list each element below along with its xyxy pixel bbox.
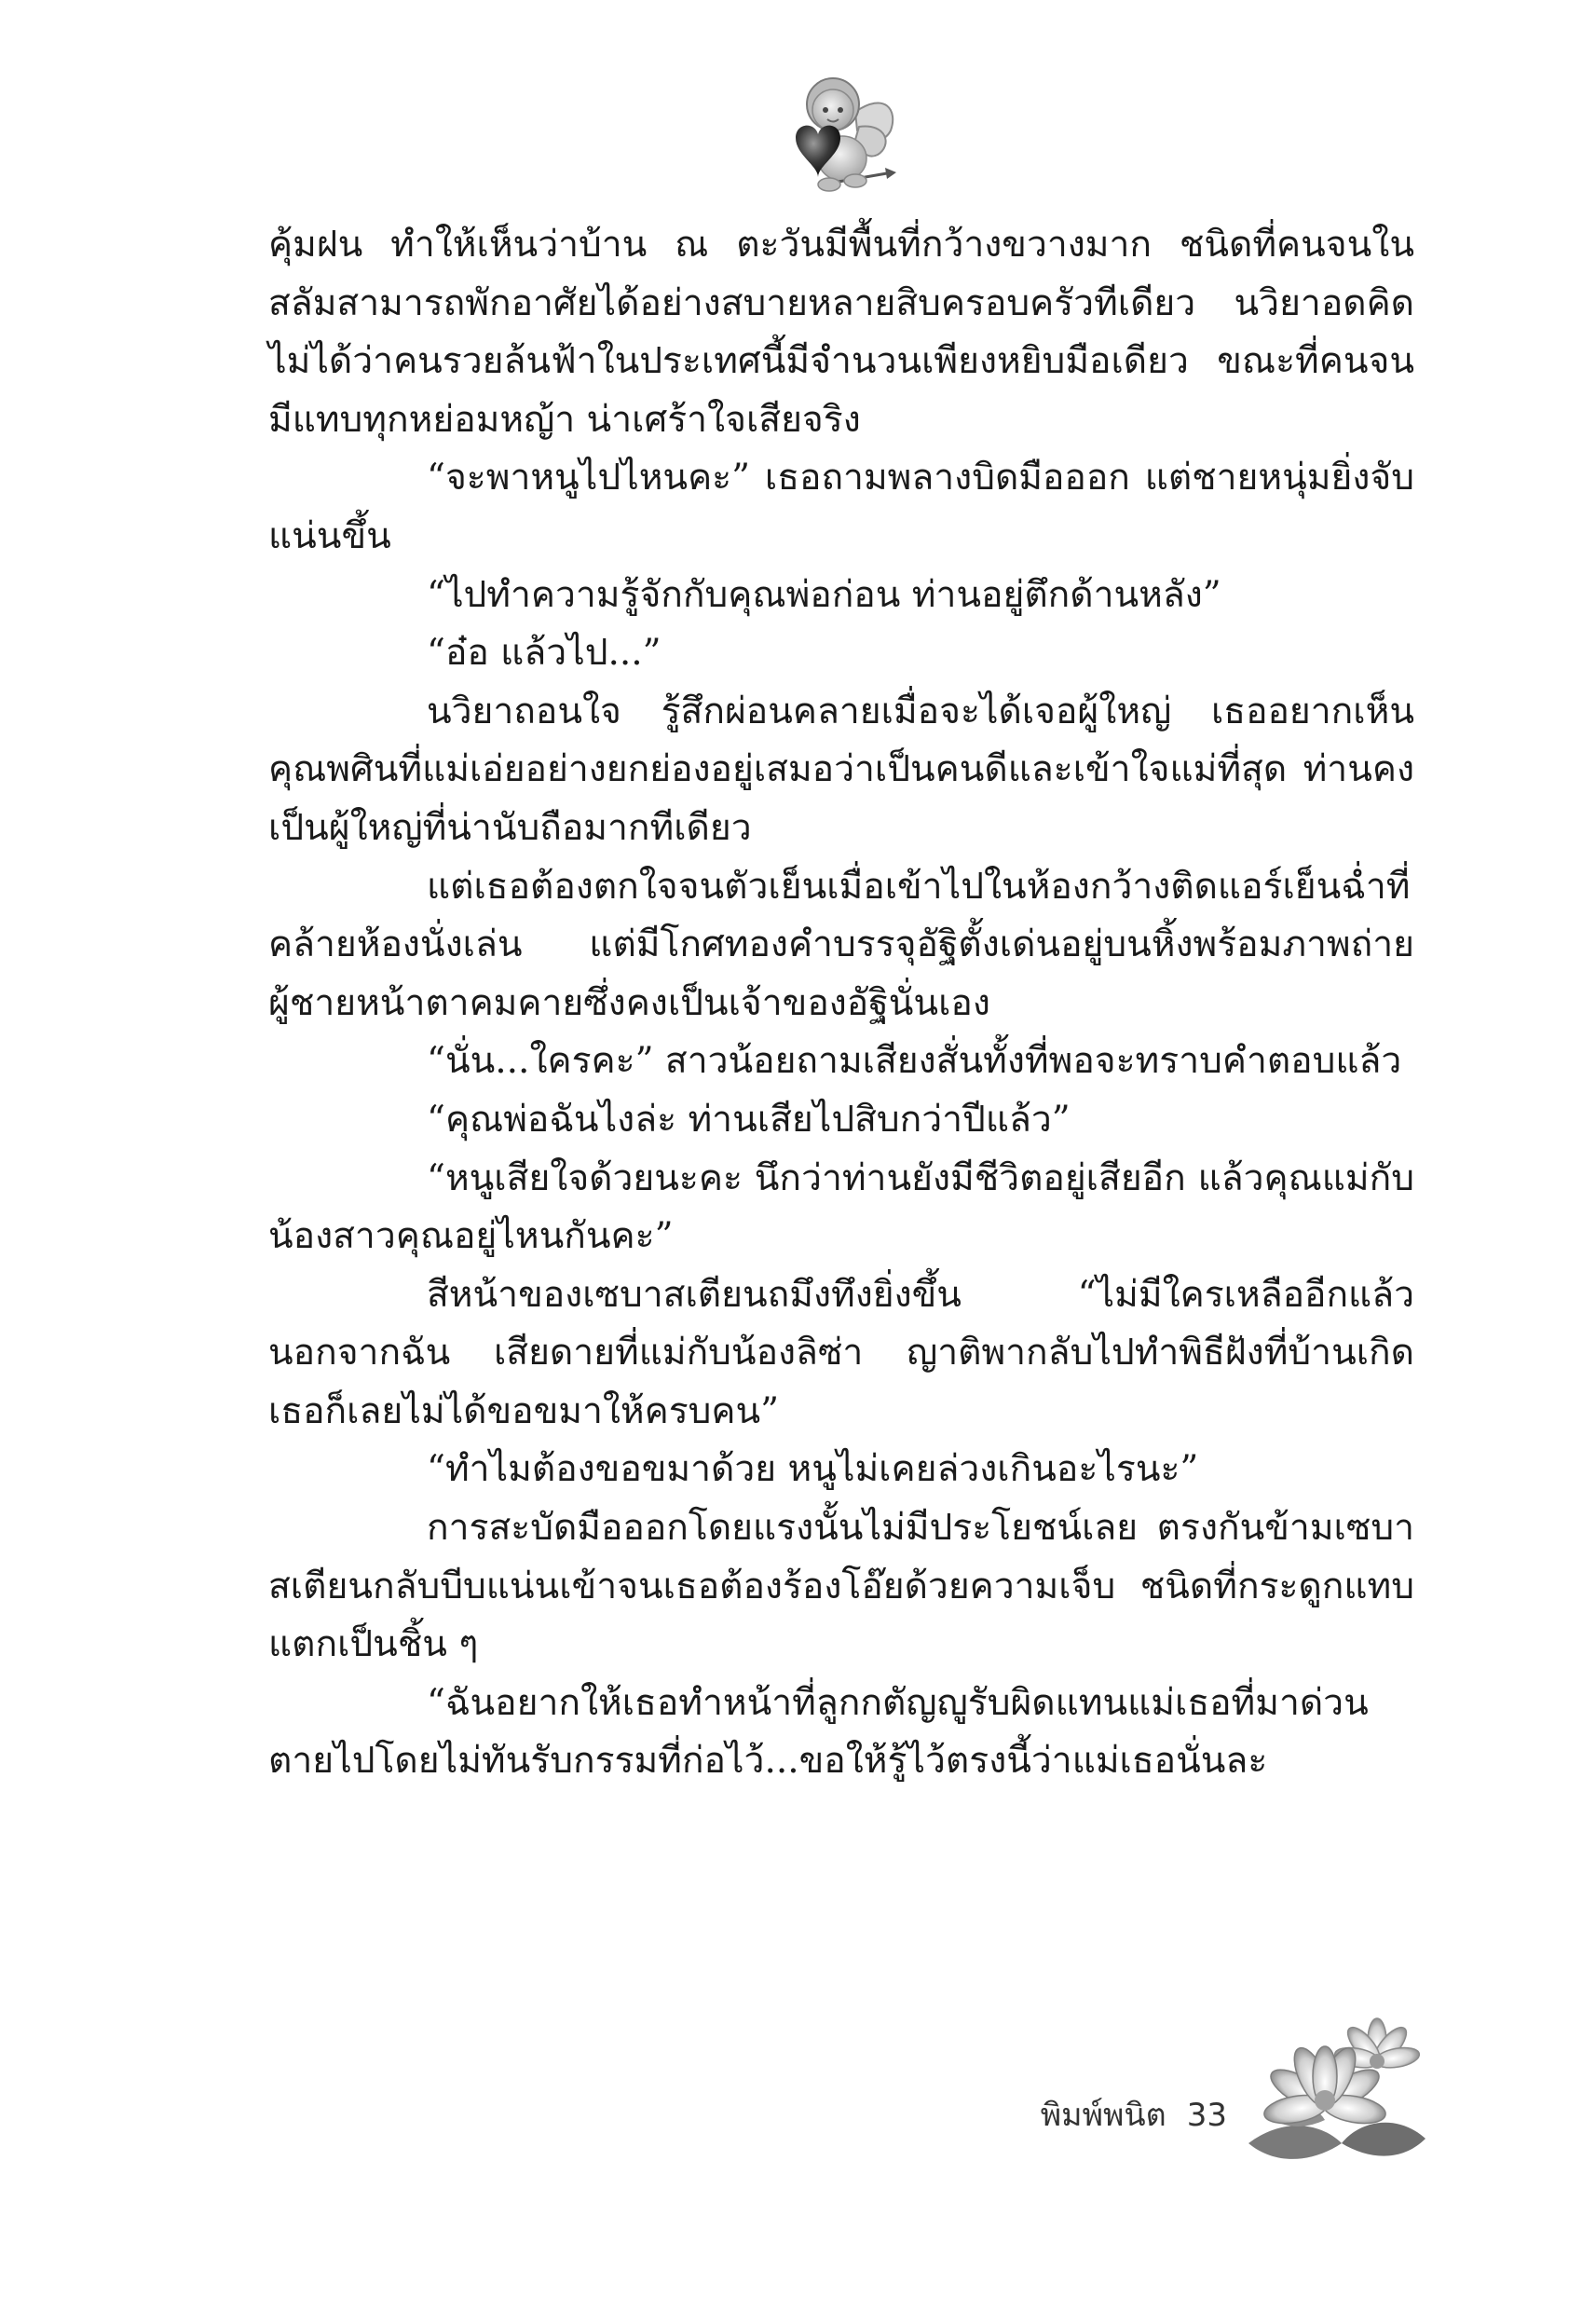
paragraph: “คุณพ่อฉันไงล่ะ ท่านเสียไปสิบกว่าปีแล้ว” [427, 1098, 1071, 1141]
paragraph: คุ้มฝน ทำให้เห็นว่าบ้าน ณ ตะวันมีพื้นที่กว้างขวางมาก ชนิดที่คนจนในสลัมสามารถพักอาศัยได้อย่างสบายหลายสิบครอบครัวทีเดียว นวิยาอดคิดไม่ได้ว่าคนรวยล้นฟ้าในประเทศนี้มีจำนวนเพียงหยิบมือเดียว ขณะที่คนจนมีแทบทุกหย่อมหญ้า น่าเศร้าใจเสียจริง [268, 224, 1414, 441]
cupid-heart-ornament-icon [766, 73, 904, 203]
paragraph: สีหน้าของเซบาสเตียนถมึงทึงยิ่งขึ้น “ไม่มีใครเหลืออีกแล้ว นอกจากฉัน เสียดายที่แม่กับน้องลิซ่า ญาติพากลับไปทำพิธีฝังที่บ้านเกิด เธอก็เลยไม่ได้ขอขมาให้ครบคน” [268, 1273, 1414, 1432]
paragraph: “ฉันอยากให้เธอทำหน้าที่ลูกกตัญญูรับผิดแทนแม่เธอที่มาด่วนตายไปโดยไม่ทันรับกรรมที่ก่อไว้...ขอให้รู้ไว้ตรงนี้ว่าแม่เธอนั่นละ [268, 1681, 1369, 1783]
footer-publisher-label: พิมพ์พนิต [1040, 2097, 1166, 2134]
paragraph: “ไปทำความรู้จักกับคุณพ่อก่อน ท่านอยู่ตึกด้านหลัง” [427, 573, 1221, 616]
body-text [268, 216, 1414, 1791]
footer [1041, 2089, 1227, 2140]
paragraph: “ทำไมต้องขอขมาด้วย หนูไม่เคยล่วงเกินอะไรนะ” [427, 1448, 1199, 1491]
paragraph: “หนูเสียใจด้วยนะคะ นึกว่าท่านยังมีชีวิตอยู่เสียอีก แล้วคุณแม่กับน้องสาวคุณอยู่ไหนกันคะ” [268, 1156, 1414, 1258]
lotus-flower-ornament-icon [1239, 2003, 1435, 2181]
paragraph: “จะพาหนูไปไหนคะ” เธอถามพลางบิดมือออก แต่ชายหนุ่มยิ่งจับแน่นขึ้น [268, 457, 1414, 557]
paragraph: “อ๋อ แล้วไป...” [427, 632, 662, 675]
page-number: 33 [1186, 2097, 1227, 2134]
paragraph: การสะบัดมือออกโดยแรงนั้นไม่มีประโยชน์เลย ตรงกันข้ามเซบาสเตียนกลับบีบแน่นเข้าจนเธอต้องร้องโอ๊ยด้วยความเจ็บ ชนิดที่กระดูกแทบแตกเป็นชิ้น ๆ [268, 1507, 1414, 1666]
paragraph: แต่เธอต้องตกใจจนตัวเย็นเมื่อเข้าไปในห้องกว้างติดแอร์เย็นฉ่ำที่คล้ายห้องนั่งเล่น แต่มีโกศทองคำบรรจุอัฐิตั้งเด่นอยู่บนหิ้งพร้อมภาพถ่ายผู้ชายหน้าตาคมคายซึ่งคงเป็นเจ้าของอัฐินั่นเอง [268, 865, 1414, 1024]
paragraph: นวิยาถอนใจ รู้สึกผ่อนคลายเมื่อจะได้เจอผู้ใหญ่ เธออยากเห็นคุณพศินที่แม่เอ่ยอย่างยกย่องอยู่เสมอว่าเป็นคนดีและเข้าใจแม่ที่สุด ท่านคงเป็นผู้ใหญ่ที่น่านับถือมากทีเดียว [268, 690, 1414, 849]
paragraph: “นั่น...ใครคะ” สาวน้อยถามเสียงสั่นทั้งที่พอจะทราบคำตอบแล้ว [427, 1040, 1402, 1083]
